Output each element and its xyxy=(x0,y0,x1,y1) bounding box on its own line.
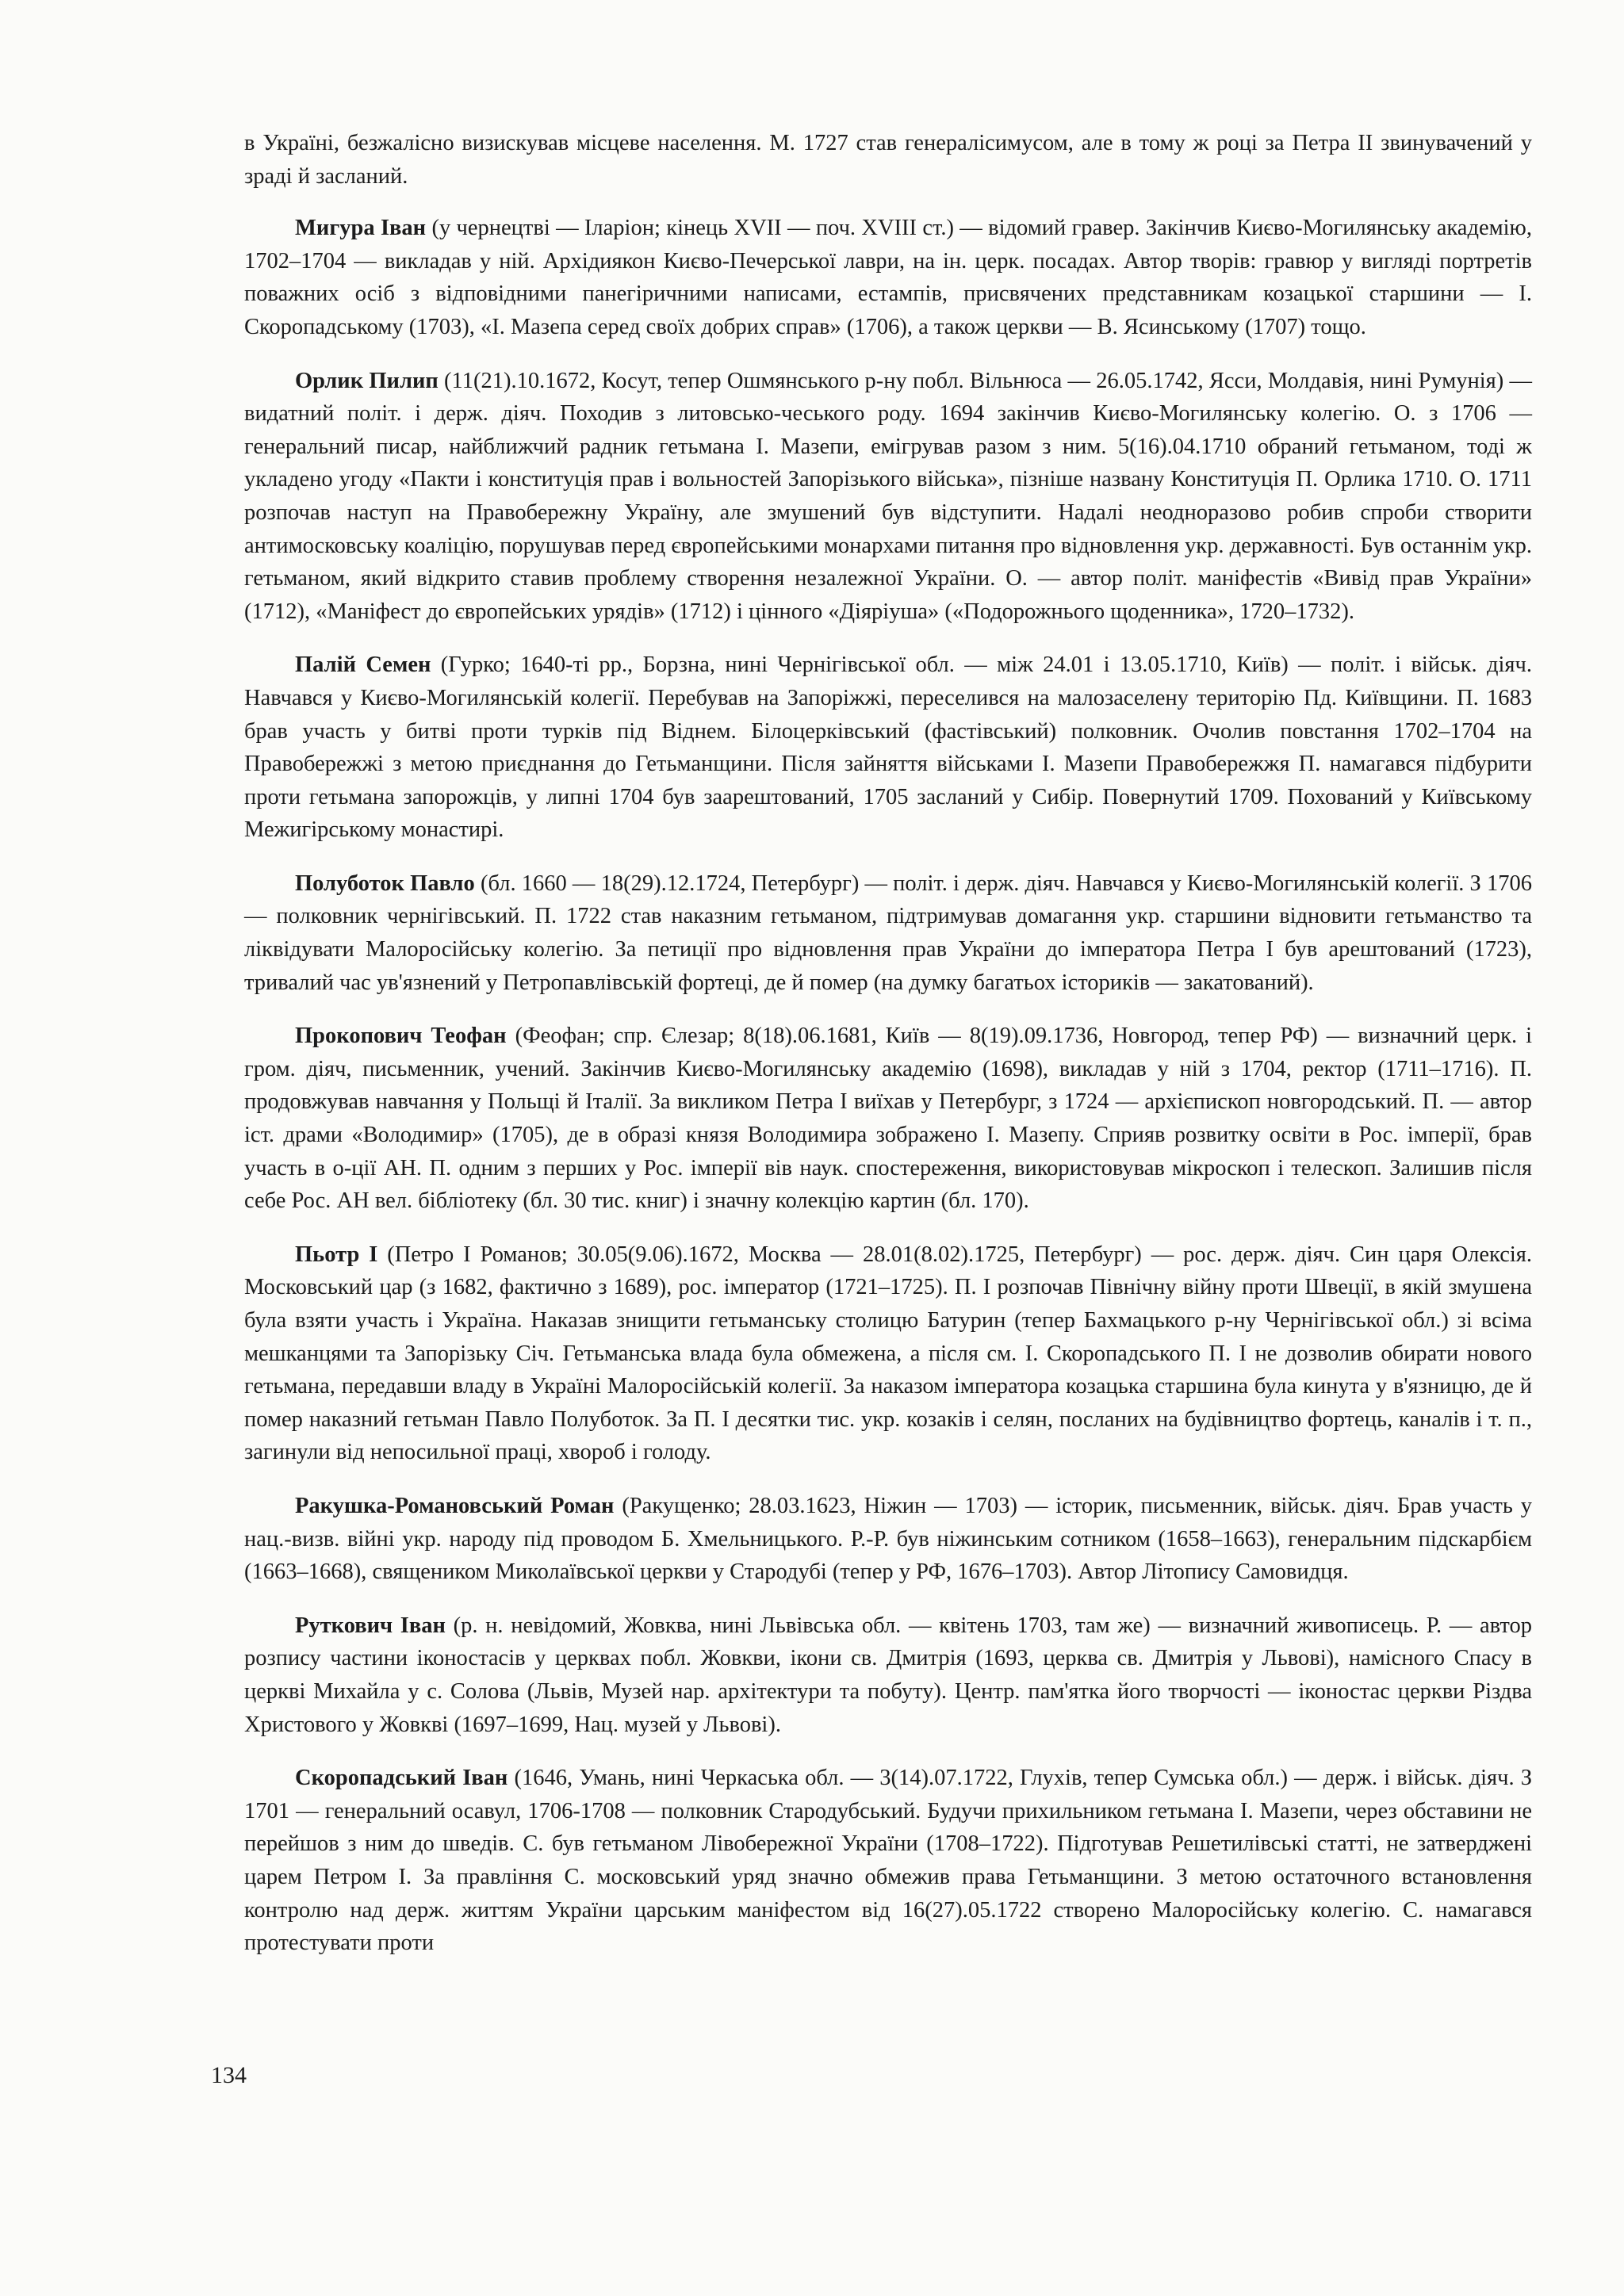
entry-headword: Мигура Іван xyxy=(295,216,427,241)
entry-skoropadskyi-ivan xyxy=(244,1762,1532,1960)
entry-petro-i xyxy=(244,1238,1532,1469)
entry-prokopovych-teofan xyxy=(244,1020,1532,1218)
entry-headword: Ракушка-Романовський Роман xyxy=(295,1493,615,1518)
entry-palii-semen xyxy=(244,649,1532,847)
entry-text: (р. н. невідомий, Жовква, нині Львівська обл. — квітень 1703, там же) — визначний живописець. Р. — автор розпису частини іконостасів у церквах побл. Жовкви, ікони св. Дмитрія (1693, церква св. Дмитрія у Львові), намісного Спасу в церкві Михайла у с. Солова (Львів, Музей нар. архітектури та побуту). Центр. пам'ятка його творчості — іконостас церкви Різдва Христового у Жовкві (1697–1699, Нац. музей у Львові). xyxy=(244,1613,1532,1737)
entry-myhura-ivan xyxy=(244,212,1532,343)
entry-rakushka-romanovskyi-roman xyxy=(244,1490,1532,1589)
entry-text: (Ракущенко; 28.03.1623, Ніжин — 1703) — історик, письменник, військ. діяч. Брав участь у нац.-визв. війні укр. народу під проводом Б. Хмельницького. Р.-Р. був ніжинським сотником (1658–1663), генеральним підскарбієм (1663–1668), священиком Миколаївської церкви у Стародубі (тепер у РФ, 1676–1703). Автор Літопису Самовидця. xyxy=(244,1493,1532,1585)
entry-text: (Феофан; спр. Єлезар; 8(18).06.1681, Київ — 8(19).09.1736, Новгород, тепер РФ) — визначний церк. і гром. діяч, письменник, учений. Закінчив Києво-Могилянську академію (1698), викладав у ній з 1704, ректор (1711–1716). П. продовжував навчання у Польщі й Італії. За викликом Петра І виїхав у Петербург, з 1724 — архієпископ новгородський. П. — автор іст. драми «Володимир» (1705), де в образі князя Володимира зображено І. Мазепу. Сприяв розвитку освіти в Рос. імперії, брав участь в о-ції АН. П. одним з перших у Рос. імперії вів наук. спостереження, використовував мікроскоп і телескоп. Залишив після себе Рос. АН вел. бібліотеку (бл. 30 тис. книг) і значну колекцію картин (бл. 170). xyxy=(244,1024,1532,1214)
page-number: 134 xyxy=(211,2062,247,2088)
entry-text: (бл. 1660 — 18(29).12.1724, Петербург) — політ. і держ. діяч. Навчався у Києво-Могилянській колегії. З 1706 — полковник чернігівський. П. 1722 став наказним гетьманом, підтримував домагання укр. старшини відновити гетьманство та ліквідувати Малоросійську колегію. За петиції про відновлення прав України до імператора Петра І був арештований (1723), тривалий час ув'язнений у Петропавлівській фортеці, де й помер (на думку багатьох істориків — закатований). xyxy=(244,871,1533,995)
entry-text: (11(21).10.1672, Косут, тепер Ошмянського р-ну побл. Вільнюса — 26.05.1742, Ясси, Молдавія, нині Румунія) — видатний політ. і держ. діяч. Походив з литовсько-чеського роду. 1694 закінчив Києво-Могилянську колегію. О. з 1706 — генеральний писар, найближчий радник гетьмана І. Мазепи, емігрував разом з ним. 5(16).04.1710 обраний гетьманом, тоді ж укладено угоду «Пакти і конституція прав і вольностей Запорізького війська», пізніше названу Конституція П. Орлика 1710. О. 1711 розпочав наступ на Правобережну Україну, але змушений був відступити. Надалі неодноразово робив спроби створити антимосковську коаліцію, порушував перед європейськими монархами питання про відновлення укр. державності. Був останнім укр. гетьманом, який відкрито ставив проблему створення незалежної України. О. — автор політ. маніфестів «Вивід прав України» (1712), «Маніфест до європейських урядів» (1712) і цінного «Діяріуша» («Подорожнього щоденника», 1720–1732). xyxy=(244,368,1532,624)
entry-polubotok-pavlo xyxy=(244,867,1532,999)
entry-text: (Гурко; 1640-ті рр., Борзна, нині Чернігівської обл. — між 24.01 і 13.05.1710, Київ) — політ. і військ. діяч. Навчався у Києво-Могилянській колегії. Перебував на Запоріжжі, переселився на малозаселену територію Пд. Київщини. П. 1683 брав участь у битві проти турків під Віднем. Білоцерківський (фастівський) полковник. Очолив повстання 1702–1704 на Правобережжі з метою приєднання до Гетьманщини. Після зайняття військами І. Мазепи Правобережжя П. намагався підбурити проти гетьмана запорожців, у липні 1704 був заарештований, 1705 засланий у Сибір. Повернутий 1709. Похований у Київському Межигірському монастирі. xyxy=(244,652,1532,843)
entry-headword: Скоропадський Іван xyxy=(295,1766,508,1791)
entry-rutkovych-ivan xyxy=(244,1609,1532,1741)
entry-headword: Прокопович Теофан xyxy=(295,1024,507,1049)
entry-headword: Пьотр І xyxy=(295,1242,378,1267)
text-column xyxy=(244,127,1532,1960)
entry-text: (Петро І Романов; 30.05(9.06).1672, Москва — 28.01(8.02).1725, Петербург) — рос. держ. діяч. Син царя Олексія. Московський цар (з 1682, фактично з 1689), рос. імператор (1721–1725). П. І розпочав Північну війну проти Швеції, в якій змушена була взяти участь і Україна. Наказав знищити гетьманську столицю Батурин (тепер Бахмацького р-ну Чернігівської обл.) зі всіма мешканцями та Запорізьку Січ. Гетьманська влада була обмежена, а після см. І. Скоропадського П. І не дозволив обирати нового гетьмана, передавши владу в Україні Малоросійській колегії. За наказом імператора козацька старшина була кинута у в'язницю, де й помер наказний гетьман Павло Полуботок. За П. І десятки тис. укр. козаків і селян, посланих на будівництво фортець, каналів і т. п., загинули від непосильної праці, хвороб і голоду. xyxy=(244,1242,1532,1465)
continuation-paragraph: в Україні, безжалісно визискував місцеве населення. М. 1727 став генералісимусом, але в тому ж році за Петра II звинувачений у зраді й засланий. xyxy=(244,131,1532,189)
entry-headword: Руткович Іван xyxy=(295,1613,446,1638)
entry-orlyk-pylyp xyxy=(244,365,1532,629)
entry-headword: Орлик Пилип xyxy=(295,368,439,393)
entry-text: (у чернецтві — Іларіон; кінець XVII — поч. XVIII ст.) — відомий гравер. Закінчив Києво-Могилянську академію, 1702–1704 — викладав у ній. Архідиякон Києво-Печерської лаври, на ін. церк. посадах. Автор творів: гравюр у вигляді портретів поважних осіб з відповідними панегіричними написами, естампів, присвячених представникам козацької старшини — І. Скоропадському (1703), «І. Мазепа серед своїх добрих справ» (1706), а також церкви — В. Ясинському (1707) тощо. xyxy=(244,216,1532,339)
entry-text: (1646, Умань, нині Черкаська обл. — 3(14).07.1722, Глухів, тепер Сумська обл.) — держ. і військ. діяч. З 1701 — генеральний осавул, 1706-1708 — полковник Стародубський. Будучи прихильником гетьмана І. Мазепи, через обставини не перейшов з ним до шведів. С. був гетьманом Лівобережної України (1708–1722). Підготував Решетилівські статті, не затверджені царем Петром І. За правління С. московський уряд значно обмежив права Гетьманщини. З метою остаточного встановлення контролю над держ. життям України царським маніфестом від 16(27).05.1722 створено Малоросійську колегію. С. намагався протестувати проти xyxy=(244,1766,1532,1956)
entry-headword: Палій Семен xyxy=(295,652,431,678)
entry-headword: Полуботок Павло xyxy=(295,871,475,896)
